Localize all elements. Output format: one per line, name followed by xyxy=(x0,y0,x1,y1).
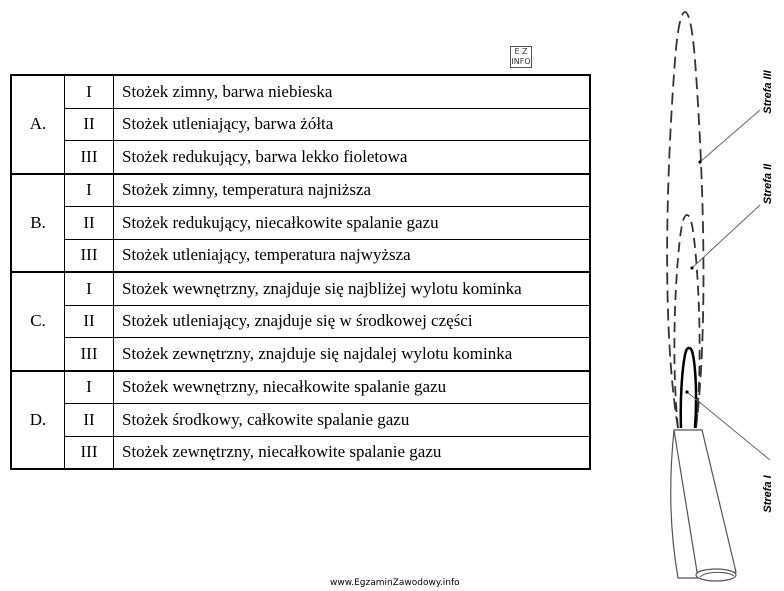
table-row xyxy=(11,404,590,437)
answer-group-d xyxy=(11,371,590,470)
table-row xyxy=(11,207,590,240)
zone-3-label: Strefa III xyxy=(762,70,774,114)
answer-letter[interactable]: C. xyxy=(11,272,65,371)
burner-flame-diagram xyxy=(640,0,784,591)
cone-description: Stożek wewnętrzny, niecałkowite spalanie gazu xyxy=(114,371,591,404)
roman-numeral: II xyxy=(65,305,114,338)
table-row xyxy=(11,338,590,371)
roman-numeral: I xyxy=(65,371,114,404)
cone-description: Stożek redukujący, barwa lekko fioletowa xyxy=(114,141,591,174)
zone-1-label: Strefa I xyxy=(762,475,774,513)
roman-numeral: III xyxy=(65,338,114,371)
roman-numeral: II xyxy=(65,108,114,141)
table-row xyxy=(11,305,590,338)
roman-numeral: III xyxy=(65,239,114,272)
leader-line-zone3 xyxy=(700,110,760,162)
cone-description: Stożek zimny, temperatura najniższa xyxy=(114,174,591,207)
answer-group-a xyxy=(11,75,590,174)
logo-top-text: E Z xyxy=(514,47,528,56)
cone-description: Stożek utleniający, temperatura najwyższa xyxy=(114,239,591,272)
zone-2-label: Strefa II xyxy=(762,163,774,205)
site-footer[interactable]: www.EgzaminZawodowy.info xyxy=(330,578,460,588)
answer-letter[interactable]: A. xyxy=(11,75,65,174)
answer-letter[interactable]: D. xyxy=(11,371,65,470)
cone-description: Stożek zewnętrzny, znajduje się najdalej wylotu kominka xyxy=(114,338,591,371)
cone-description: Stożek redukujący, niecałkowite spalanie gazu xyxy=(114,207,591,240)
table-row xyxy=(11,371,590,404)
roman-numeral: III xyxy=(65,141,114,174)
table-row xyxy=(11,239,590,272)
inner-flame-cone xyxy=(681,348,696,428)
roman-numeral: I xyxy=(65,174,114,207)
answer-letter[interactable]: B. xyxy=(11,174,65,273)
table-row xyxy=(11,436,590,469)
logo-bottom-text: INFO xyxy=(511,57,531,66)
burner-tube xyxy=(674,430,736,578)
roman-numeral: II xyxy=(65,404,114,437)
table-row xyxy=(11,75,590,108)
cone-description: Stożek zewnętrzny, niecałkowite spalanie gazu xyxy=(114,436,591,469)
answer-group-b xyxy=(11,174,590,273)
table-row xyxy=(11,141,590,174)
leader-dot-zone2 xyxy=(690,266,693,269)
answer-table xyxy=(10,74,591,470)
cone-description: Stożek zimny, barwa niebieska xyxy=(114,75,591,108)
cone-description: Stożek wewnętrzny, znajduje się najbliżej wylotu kominka xyxy=(114,272,591,305)
leader-dot-zone1 xyxy=(685,390,688,393)
table-row xyxy=(11,108,590,141)
roman-numeral: I xyxy=(65,75,114,108)
ezinfo-logo xyxy=(510,46,532,68)
roman-numeral: III xyxy=(65,436,114,469)
roman-numeral: I xyxy=(65,272,114,305)
cone-description: Stożek utleniający, znajduje się w środkowej części xyxy=(114,305,591,338)
cone-description: Stożek środkowy, całkowite spalanie gazu xyxy=(114,404,591,437)
answer-group-c xyxy=(11,272,590,371)
roman-numeral: II xyxy=(65,207,114,240)
table-row xyxy=(11,272,590,305)
leader-dot-zone3 xyxy=(698,160,701,163)
table-row xyxy=(11,174,590,207)
cone-description: Stożek utleniający, barwa żółta xyxy=(114,108,591,141)
